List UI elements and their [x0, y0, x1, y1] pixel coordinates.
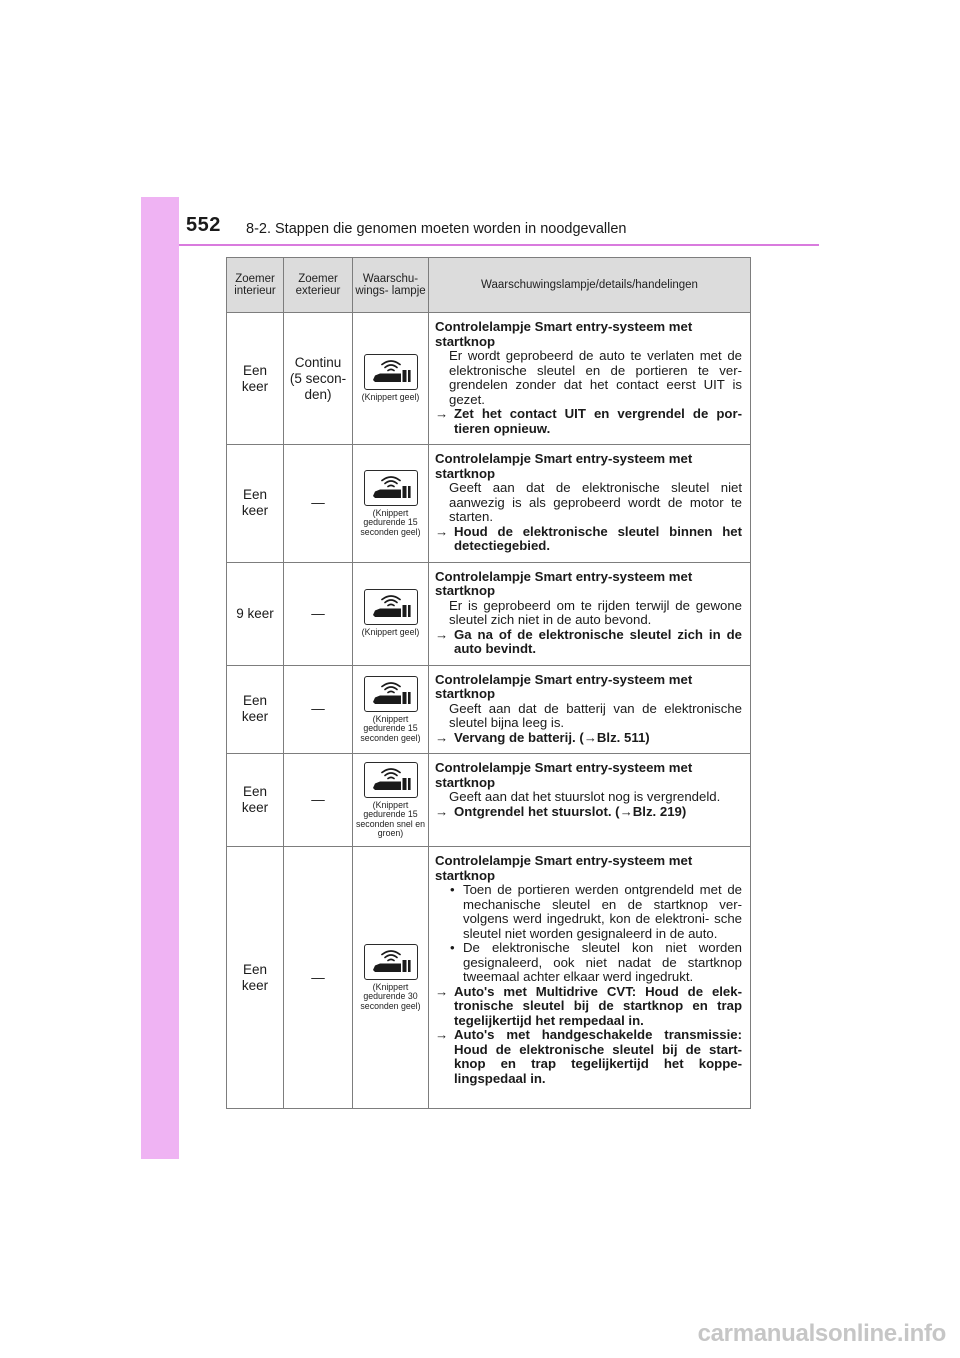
details-cell — [429, 313, 751, 445]
arrow-icon: → — [435, 523, 449, 539]
lamp-note: (Knippert gedurende 30 seconden geel) — [360, 981, 421, 1011]
details-cell — [429, 665, 751, 754]
warning-lamp-cell — [353, 665, 429, 754]
detail-title: Controlelampje Smart entry-systeem met startknop — [435, 853, 693, 883]
chapter-side-bar — [141, 197, 179, 1159]
col-header-interior: Zoemer interieur — [227, 258, 284, 313]
table-row — [227, 313, 751, 445]
detail-text: Geeft aan dat het stuurslot nog is vergrendeld. — [449, 789, 721, 804]
page-number: 552 — [186, 214, 221, 236]
warning-lamp-cell — [353, 754, 429, 847]
arrow-icon: → — [435, 1027, 449, 1042]
exterior-buzzer-cell: — — [284, 562, 353, 665]
detail-text: Er wordt geprobeerd de auto te verlaten met de elektronische sleutel en de portieren te ver- grendelen zonder dat het contact eerst UIT is gezet. — [449, 348, 742, 407]
bullet-marker: • — [450, 882, 455, 897]
detail-text: Geeft aan dat de batterij van de elektronische sleutel bijna leeg is. — [449, 700, 742, 730]
arrow-icon: → — [435, 626, 449, 642]
interior-buzzer-cell: Een keer — [227, 665, 284, 754]
detail-action-text: Ga na of de elektronische sleutel zich in de auto bevindt. — [454, 626, 742, 656]
table-row — [227, 847, 751, 1109]
detail-title: Controlelampje Smart entry-systeem met startknop — [435, 568, 693, 598]
detail-bullet — [435, 941, 742, 985]
arrow-icon: → — [435, 983, 449, 999]
header-rule — [179, 244, 819, 246]
detail-action — [435, 628, 742, 657]
col-header-lamp: Waarschu- wings- lampje — [353, 258, 429, 313]
detail-action-text: Zet het contact UIT en vergrendel de por- tieren opnieuw. — [454, 406, 742, 436]
exterior-buzzer-cell: — — [284, 847, 353, 1109]
table-row — [227, 754, 751, 847]
detail-title: Controlelampje Smart entry-systeem met startknop — [435, 760, 693, 790]
detail-action-text: Auto's met Multidrive CVT: Houd de elek- tronische sleutel bij de startknop en trap tegelijkertijd het rempedaal in. — [454, 983, 742, 1028]
smart-key-indicator-icon — [364, 589, 418, 625]
table-header-row — [227, 258, 751, 313]
col-header-exterior: Zoemer exterieur — [284, 258, 353, 313]
col-header-details: Waarschuwingslampje/details/handelingen — [429, 258, 751, 313]
detail-action — [435, 805, 742, 820]
lamp-note: (Knippert gedurende 15 seconden geel) — [360, 507, 421, 537]
smart-key-indicator-icon — [364, 762, 418, 798]
table-body — [227, 313, 751, 1109]
detail-action — [435, 1028, 742, 1086]
bullet-marker: • — [450, 940, 455, 955]
detail-action-text: Vervang de batterij. (→Blz. 511) — [454, 729, 650, 745]
lamp-note: (Knippert gedurende 15 seconden snel en groen) — [356, 799, 425, 838]
watermark: carmanualsonline.info — [697, 1320, 946, 1347]
smart-key-indicator-icon — [364, 354, 418, 390]
detail-action — [435, 525, 742, 554]
warning-lamp-cell — [353, 562, 429, 665]
details-cell — [429, 754, 751, 847]
interior-buzzer-cell: 9 keer — [227, 562, 284, 665]
detail-action-text: Houd de elektronische sleutel binnen het detectiegebied. — [454, 523, 742, 553]
interior-buzzer-cell: Een keer — [227, 445, 284, 563]
exterior-buzzer-cell: — — [284, 445, 353, 563]
interior-buzzer-cell: Een keer — [227, 754, 284, 847]
details-cell — [429, 445, 751, 563]
detail-title: Controlelampje Smart entry-systeem met startknop — [435, 451, 693, 481]
exterior-buzzer-cell: Continu (5 secon- den) — [284, 313, 353, 445]
warning-lamp-cell — [353, 847, 429, 1109]
section-title: 8-2. Stappen die genomen moeten worden in noodgevallen — [246, 221, 627, 237]
detail-title: Controlelampje Smart entry-systeem met startknop — [435, 319, 693, 349]
detail-action — [435, 407, 742, 436]
smart-key-indicator-icon — [364, 944, 418, 980]
arrow-icon: → — [435, 803, 449, 819]
lamp-note: (Knippert gedurende 15 seconden geel) — [360, 713, 421, 743]
detail-bullet-text: Toen de portieren werden ontgrendeld met de mechanische sleutel en de startknop ver- volgens werd ingedrukt, kon de elektroni- sche sleutel niet worden gesignaleerd in de auto. — [463, 882, 742, 941]
interior-buzzer-cell: Een keer — [227, 847, 284, 1109]
lamp-note: (Knippert geel) — [361, 627, 420, 638]
exterior-buzzer-cell: — — [284, 665, 353, 754]
table-row — [227, 445, 751, 563]
smart-key-indicator-icon — [364, 470, 418, 506]
interior-buzzer-cell: Een keer — [227, 313, 284, 445]
warning-lamp-cell — [353, 445, 429, 563]
details-cell — [429, 847, 751, 1109]
warning-table — [226, 257, 751, 1109]
table-row — [227, 665, 751, 754]
lamp-note: (Knippert geel) — [361, 392, 420, 403]
detail-action — [435, 731, 742, 746]
exterior-buzzer-cell: — — [284, 754, 353, 847]
detail-action-text: Ontgrendel het stuurslot. (→Blz. 219) — [454, 803, 687, 819]
warning-lamp-cell — [353, 313, 429, 445]
smart-key-indicator-icon — [364, 676, 418, 712]
detail-text: Er is geprobeerd om te rijden terwijl de gewone sleutel zich niet in de auto bevond. — [449, 597, 742, 627]
detail-title: Controlelampje Smart entry-systeem met startknop — [435, 671, 693, 701]
detail-bullet-text: De elektronische sleutel kon niet worden gesignaleerd, ook niet nadat de startknop tweemaal achter elkaar werd ingedrukt. — [463, 940, 742, 984]
detail-action — [435, 985, 742, 1029]
detail-text: Geeft aan dat de elektronische sleutel niet aanwezig is als geprobeerd wordt de motor te starten. — [449, 480, 742, 524]
detail-action-text: Auto's met handgeschakelde transmissie: Houd de elektronische sleutel bij de start- knop en trap tegelijkertijd het koppe- lingspedaal in. — [454, 1027, 742, 1086]
table-row — [227, 562, 751, 665]
arrow-icon: → — [435, 729, 449, 745]
detail-bullet — [435, 883, 742, 941]
details-cell — [429, 562, 751, 665]
arrow-icon: → — [435, 406, 449, 421]
